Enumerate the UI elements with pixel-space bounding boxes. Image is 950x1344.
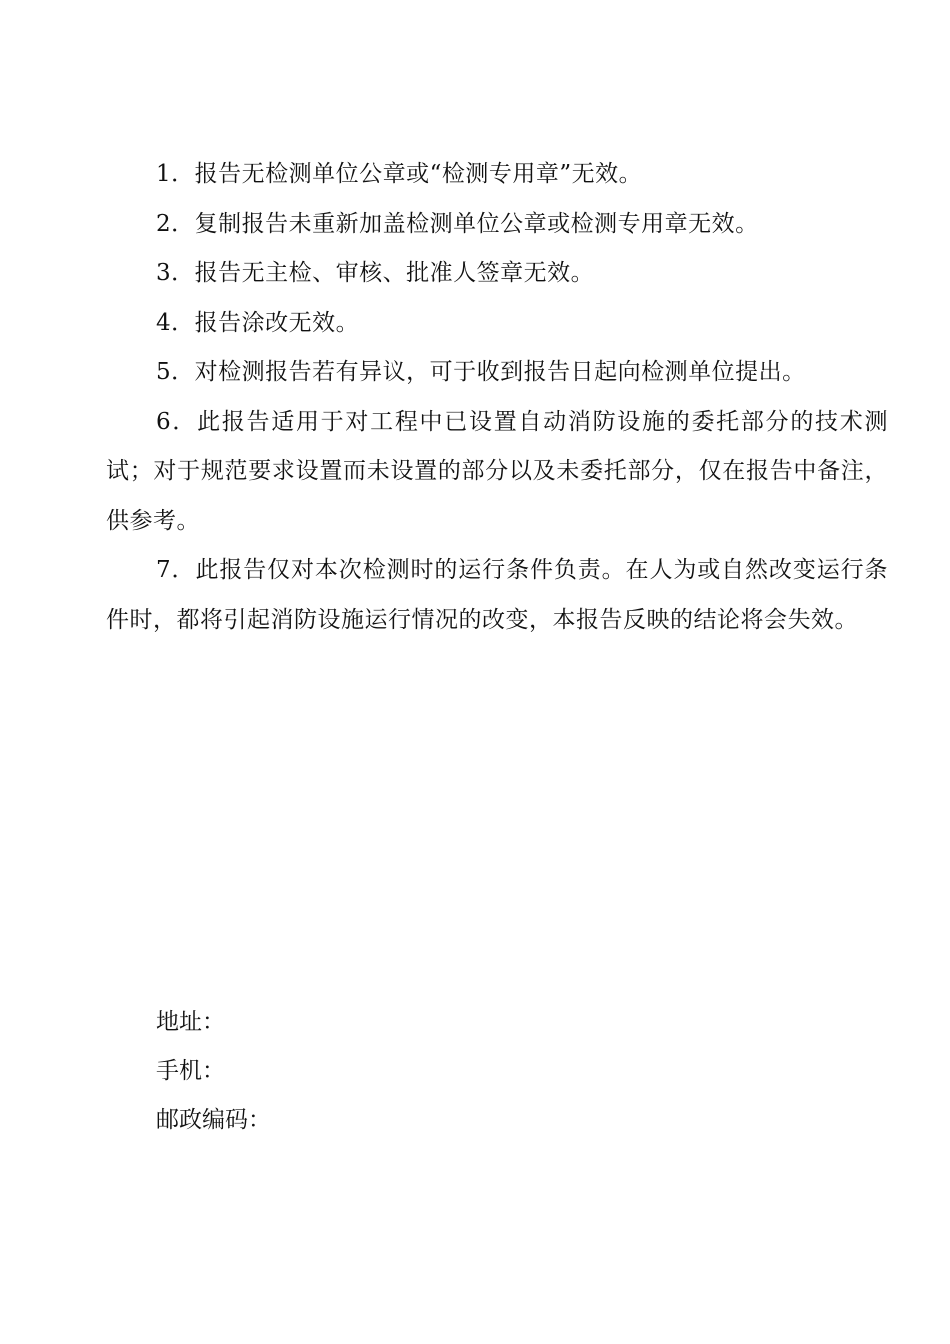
note-item [106,348,888,398]
phone-line [156,1047,756,1096]
note-number: 2． [156,210,195,237]
note-text: 此报告仅对本次检测时的运行条件负责。在人为或自然改变运行条件时，都将引起消防设施运行情况的改变，本报告反映的结论将会失效。 [106,557,889,633]
note-text: 报告无主检、审核、批准人签章无效。 [194,260,595,286]
note-text: 复制报告未重新加盖检测单位公章或检测专用章无效。 [194,210,759,237]
note-number: 6． [156,408,198,435]
note-number: 5． [156,359,195,385]
note-text: 对检测报告若有异议，可于收到报告日起向检测单位提出。 [194,359,806,385]
note-text: 此报告适用于对工程中已设置自动消防设施的委托部分的技术测试；对于规范要求设置而未设置的部分以及未委托部分，仅在报告中备注，供参考。 [106,408,888,534]
address-line [156,998,756,1047]
note-item [106,398,888,547]
address-label: 地址： [156,1009,225,1035]
note-item [106,249,888,299]
note-number: 1． [156,161,195,187]
note-text: 报告涂改无效。 [194,309,360,336]
postcode-label: 邮政编码： [156,1107,271,1133]
contact-info [156,998,756,1145]
note-number: 3． [156,260,195,286]
note-number: 7． [156,557,196,583]
note-item [106,546,888,645]
postcode-line [156,1096,756,1145]
phone-label: 手机： [156,1058,225,1084]
note-item [106,299,888,349]
note-item [106,200,888,250]
report-notes [106,150,888,645]
note-item [106,150,888,200]
note-text: 报告无检测单位公章或“检测专用章”无效。 [194,161,643,187]
note-number: 4． [156,309,195,336]
